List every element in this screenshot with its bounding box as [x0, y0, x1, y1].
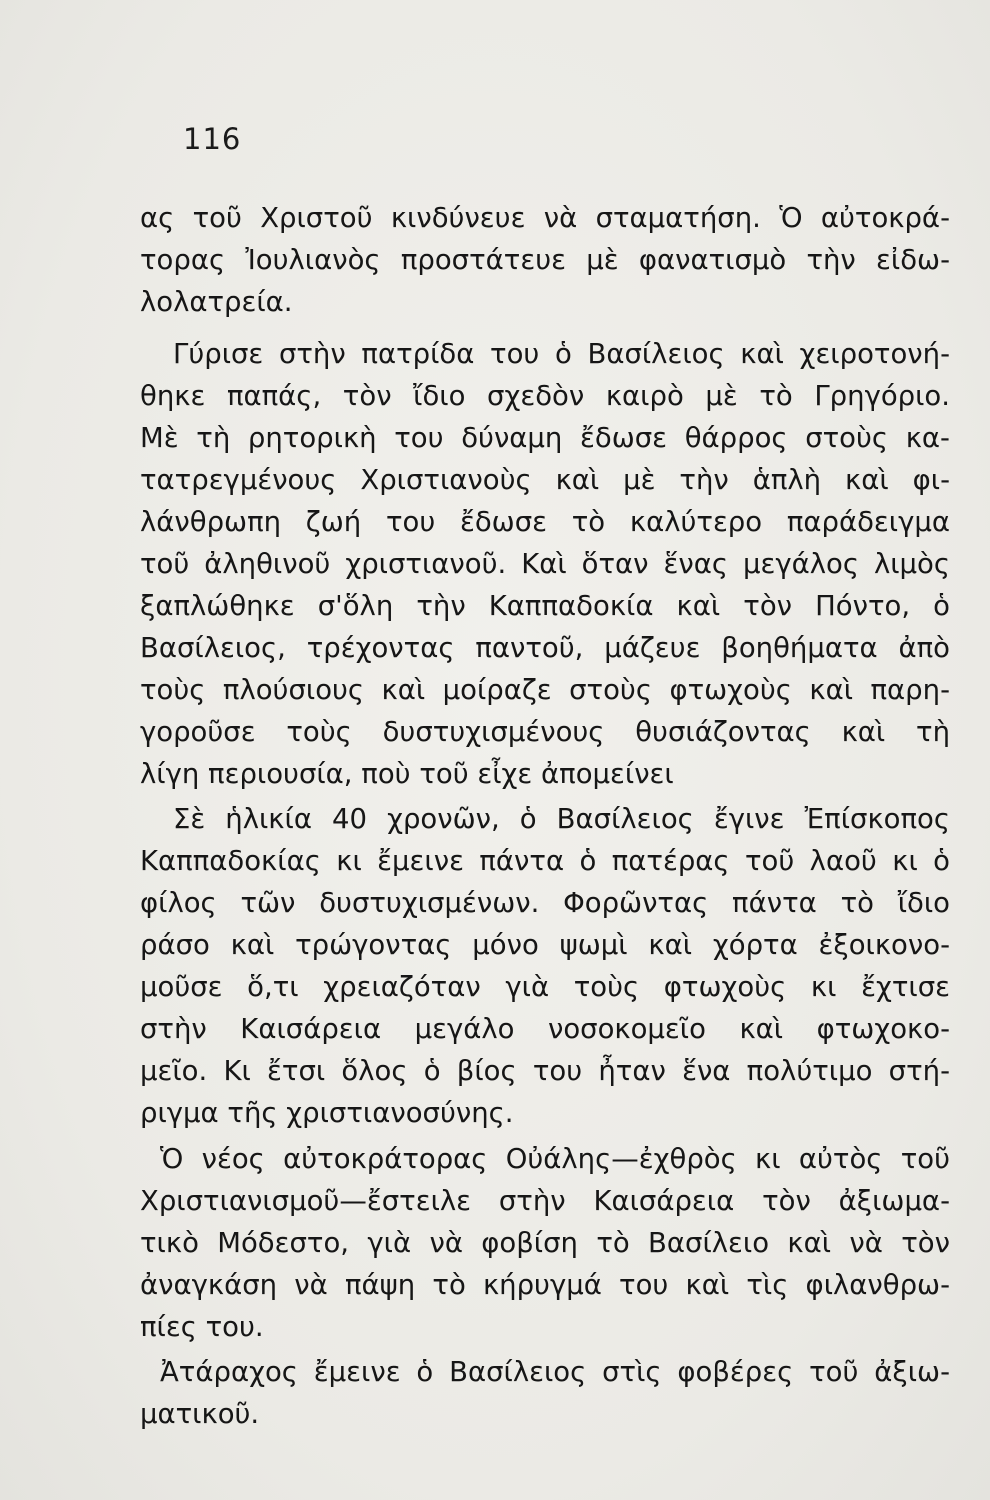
text-line: τορας Ἰουλιανὸς προστάτευε μὲ φανατισμὸ τὴν εἰδω- — [140, 244, 950, 276]
text-line: Ἀτάραχος ἔμεινε ὁ Βασίλειος στὶς φοβέρες τοῦ ἀξιω- — [160, 1356, 950, 1388]
text-line: πίες του. — [140, 1311, 264, 1343]
text-line: Σὲ ἡλικία 40 χρονῶν, ὁ Βασίλειος ἔγινε Ἐπίσκοπος — [173, 803, 950, 835]
page-number: 116 — [183, 122, 242, 156]
text-line: ας τοῦ Χριστοῦ κινδύνευε νὰ σταματήση. Ὁ αὐτοκρά- — [140, 202, 950, 234]
text-line: Ὁ νέος αὐτοκράτορας Οὐάλης—ἐχθρὸς κι αὐτὸς τοῦ — [160, 1143, 950, 1175]
text-line: μεῖο. Κι ἔτσι ὅλος ὁ βίος του ἦταν ἕνα πολύτιμο στή- — [140, 1055, 950, 1087]
text-line: ράσο καὶ τρώγοντας μόνο ψωμὶ καὶ χόρτα ἐξοικονο- — [140, 929, 950, 961]
text-line: τατρεγμένους Χριστιανοὺς καὶ μὲ τὴν ἁπλὴ καὶ φι- — [140, 464, 950, 496]
text-line: λίγη περιουσία, ποὺ τοῦ εἶχε ἀπομείνει — [140, 758, 674, 790]
text-line: Βασίλειος, τρέχοντας παντοῦ, μάζευε βοηθήματα ἀπὸ — [140, 632, 950, 664]
text-line: φίλος τῶν δυστυχισμένων. Φορῶντας πάντα τὸ ἴδιο — [140, 887, 950, 919]
text-line: Μὲ τὴ ρητορικὴ του δύναμη ἔδωσε θάρρος στοὺς κα- — [140, 422, 950, 454]
text-line: λολατρεία. — [140, 286, 293, 318]
text-line: τοὺς πλούσιους καὶ μοίραζε στοὺς φτωχοὺς καὶ παρη- — [140, 674, 950, 706]
text-line: λάνθρωπη ζωή του ἔδωσε τὸ καλύτερο παράδειγμα — [140, 506, 950, 538]
text-line: ματικοῦ. — [140, 1398, 260, 1430]
text-line: θηκε παπάς, τὸν ἴδιο σχεδὸν καιρὸ μὲ τὸ Γρηγόριο. — [140, 380, 950, 412]
text-line: μοῦσε ὅ,τι χρειαζόταν γιὰ τοὺς φτωχοὺς κι ἔχτισε — [140, 971, 950, 1003]
text-line: ἀναγκάση νὰ πάψη τὸ κήρυγμά του καὶ τὶς φιλανθρω- — [140, 1269, 950, 1301]
text-line: Χριστιανισμοῦ—ἔστειλε στὴν Καισάρεια τὸν ἀξιωμα- — [140, 1185, 950, 1217]
text-line: Καππαδοκίας κι ἔμεινε πάντα ὁ πατέρας τοῦ λαοῦ κι ὁ — [140, 845, 950, 877]
text-line: τικὸ Μόδεστο, γιὰ νὰ φοβίση τὸ Βασίλειο καὶ νὰ τὸν — [140, 1227, 950, 1259]
text-line: ξαπλώθηκε σ'ὅλη τὴν Καππαδοκία καὶ τὸν Πόντο, ὁ — [140, 590, 950, 622]
text-line: στὴν Καισάρεια μεγάλο νοσοκομεῖο καὶ φτωχοκο- — [140, 1013, 950, 1045]
text-line: τοῦ ἀληθινοῦ χριστιανοῦ. Καὶ ὅταν ἕνας μεγάλος λιμὸς — [140, 548, 950, 580]
text-line: ριγμα τῆς χριστιανοσύνης. — [140, 1097, 514, 1129]
text-line: Γύρισε στὴν πατρίδα του ὁ Βασίλειος καὶ χειροτονή- — [173, 338, 950, 370]
text-line: γοροῦσε τοὺς δυστυχισμένους θυσιάζοντας καὶ τὴ — [140, 716, 950, 748]
